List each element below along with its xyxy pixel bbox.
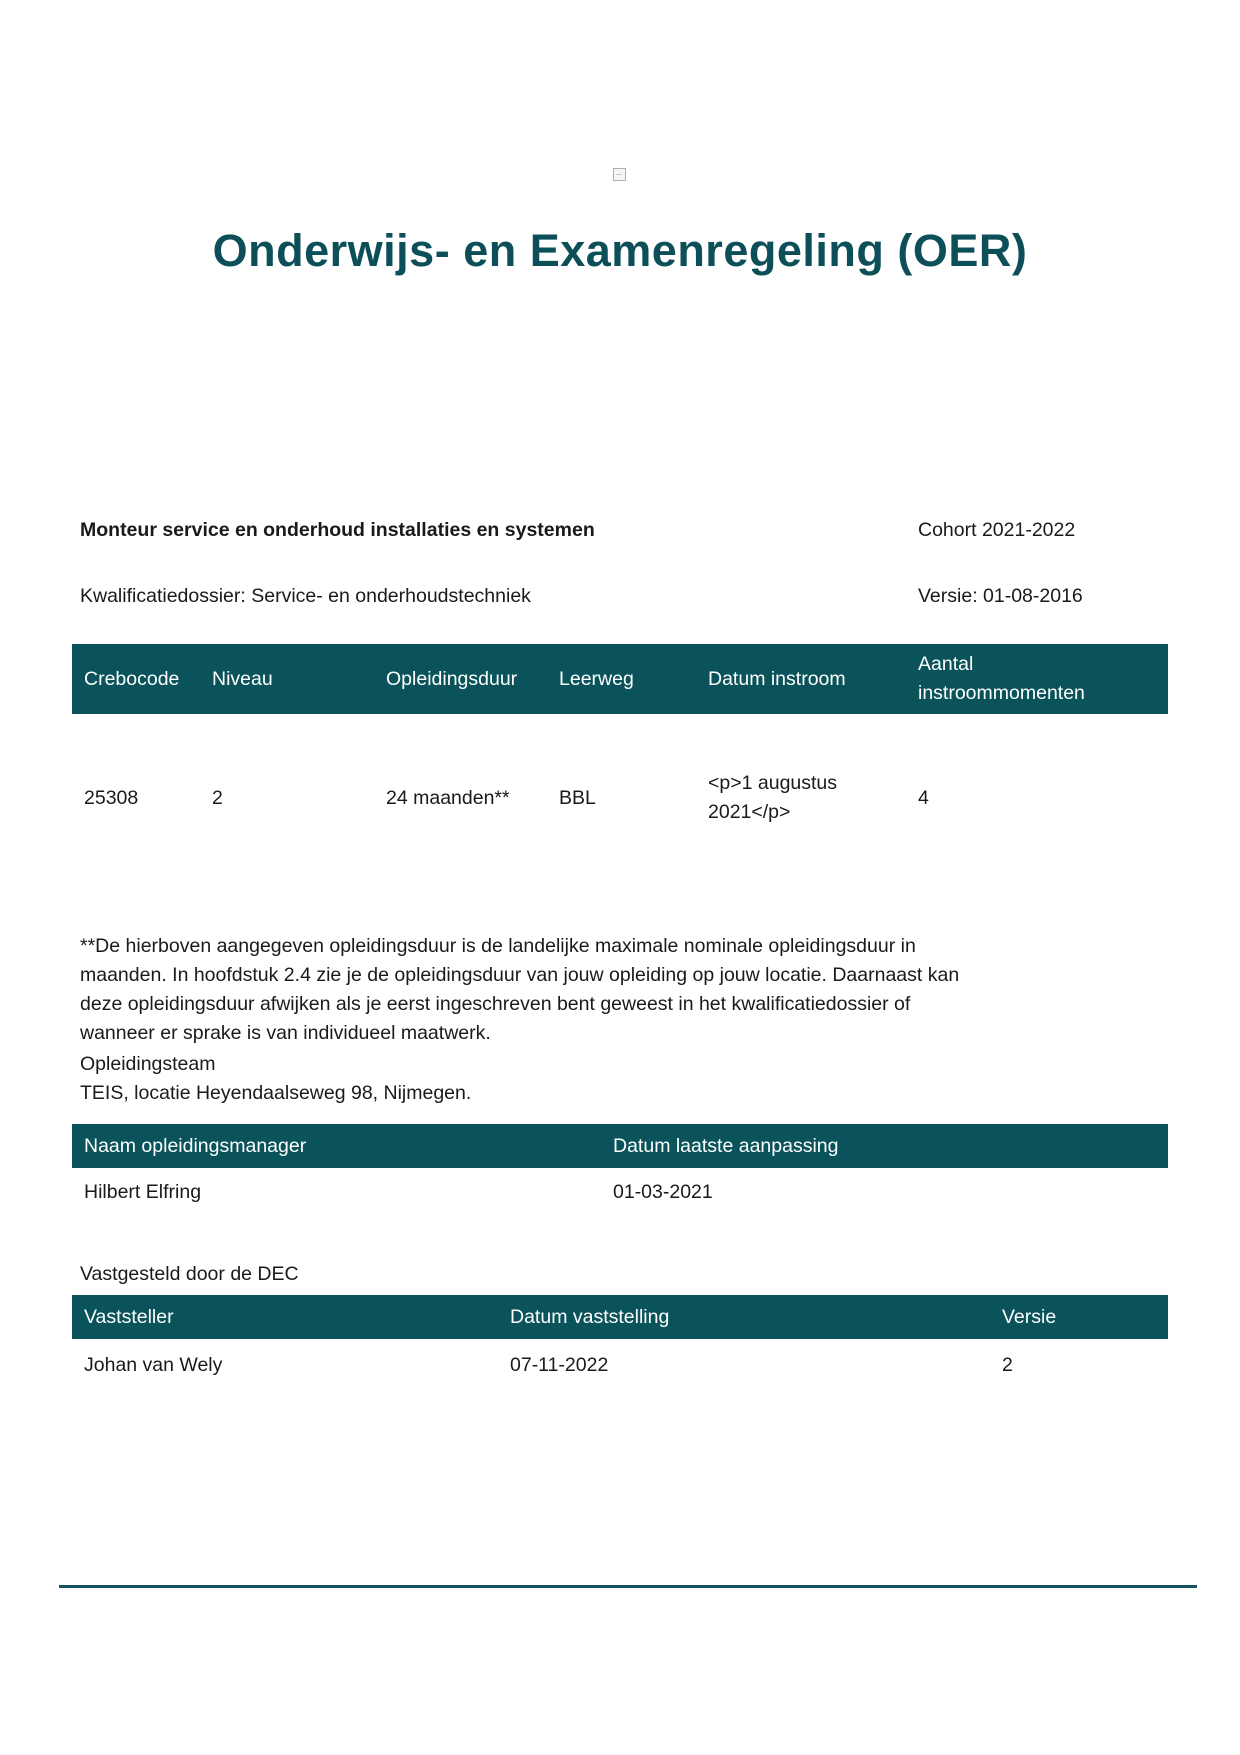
crebo-header-leerweg: Leerweg bbox=[559, 667, 634, 690]
team-block bbox=[80, 1050, 471, 1108]
crebo-header-crebocode: Crebocode bbox=[84, 667, 180, 690]
crebo-header-aantal-instroommomenten: Aantal instroommomenten bbox=[918, 653, 1085, 704]
dec-label: Vastgesteld door de DEC bbox=[80, 1263, 299, 1285]
manager-header-naam: Naam opleidingsmanager bbox=[84, 1134, 307, 1157]
manager-cell-naam: Hilbert Elfring bbox=[84, 1180, 202, 1203]
crebo-header-niveau: Niveau bbox=[212, 667, 273, 690]
crebo-table bbox=[72, 644, 1168, 882]
versie-label: Versie: 01-08-2016 bbox=[918, 585, 1083, 607]
crebo-table-row bbox=[72, 714, 1168, 882]
manager-header-datum: Datum laatste aanpassing bbox=[613, 1134, 839, 1157]
crebo-cell-datum-instroom: <p>1 augustus 2021</p> bbox=[708, 772, 838, 823]
vaststelling-table bbox=[72, 1295, 1168, 1391]
manager-table bbox=[72, 1124, 1168, 1216]
crebo-header-datum-instroom: Datum instroom bbox=[708, 667, 846, 690]
crebo-cell-aantal-instroommomenten: 4 bbox=[918, 786, 929, 809]
team-label: Opleidingsteam bbox=[80, 1053, 216, 1075]
crebo-cell-leerweg: BBL bbox=[559, 786, 596, 809]
team-location: TEIS, locatie Heyendaalseweg 98, Nijmegen. bbox=[80, 1082, 472, 1104]
vaststelling-header-vaststeller: Vaststeller bbox=[84, 1305, 174, 1328]
footnote-paragraph bbox=[80, 932, 959, 1048]
footer-divider bbox=[59, 1585, 1197, 1588]
footnote-line: wanneer er sprake is van individueel maatwerk. bbox=[80, 1022, 491, 1044]
footnote-line: maanden. In hoofdstuk 2.4 zie je de opleidingsduur van jouw opleiding op jouw locatie. Daarnaast kan bbox=[80, 964, 960, 986]
program-name: Monteur service en onderhoud installaties en systemen bbox=[80, 519, 595, 541]
missing-image-icon bbox=[613, 168, 626, 181]
manager-table-row bbox=[72, 1168, 1168, 1216]
vaststelling-header-versie: Versie bbox=[1002, 1305, 1057, 1328]
crebo-table-header-row bbox=[72, 644, 1168, 714]
vaststelling-cell-datum: 07-11-2022 bbox=[510, 1353, 609, 1376]
crebo-cell-niveau: 2 bbox=[212, 786, 223, 809]
crebo-cell-crebocode: 25308 bbox=[84, 786, 139, 809]
vaststelling-header-datum: Datum vaststelling bbox=[510, 1305, 670, 1328]
vaststelling-table-row bbox=[72, 1339, 1168, 1391]
kwalificatiedossier-label: Kwalificatiedossier: Service- en onderhoudstechniek bbox=[80, 585, 531, 607]
vaststelling-cell-versie: 2 bbox=[1002, 1353, 1013, 1376]
footnote-line: deze opleidingsduur afwijken als je eerst ingeschreven bent geweest in het kwalificatiedossier of bbox=[80, 993, 911, 1015]
crebo-cell-opleidingsduur: 24 maanden** bbox=[386, 786, 510, 809]
footnote-line: **De hierboven aangegeven opleidingsduur is de landelijke maximale nominale opleidingsduur in bbox=[80, 935, 916, 957]
vaststelling-cell-vaststeller: Johan van Wely bbox=[84, 1353, 223, 1376]
vaststelling-table-header-row bbox=[72, 1295, 1168, 1339]
page-title: Onderwijs- en Examenregeling (OER) bbox=[212, 225, 1028, 276]
crebo-header-opleidingsduur: Opleidingsduur bbox=[386, 667, 518, 690]
cohort-label: Cohort 2021-2022 bbox=[918, 519, 1076, 541]
manager-cell-datum: 01-03-2021 bbox=[613, 1180, 713, 1203]
manager-table-header-row bbox=[72, 1124, 1168, 1168]
